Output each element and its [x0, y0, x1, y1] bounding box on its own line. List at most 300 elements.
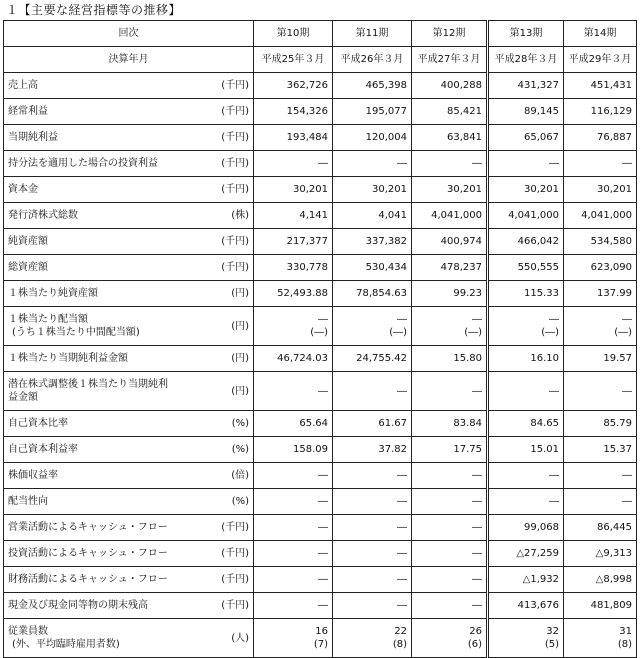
value-cell [254, 489, 333, 515]
value-main: 413,676 [517, 600, 559, 611]
table-row [4, 437, 637, 463]
date-cell: 平成28年３月 [488, 47, 564, 73]
row-unit: (%) [216, 437, 254, 463]
row-unit: (円) [216, 307, 254, 346]
row-label-line: 当期純利益 [8, 132, 58, 143]
section-heading: １【主要な経営指標等の推移】 [6, 3, 182, 17]
value-main: 4,041 [378, 210, 407, 221]
value-cell [564, 281, 637, 307]
value-main: ― [472, 496, 482, 507]
value-main: 550,555 [517, 262, 559, 273]
value-cell [564, 307, 637, 346]
row-label [4, 372, 216, 411]
value-main: 65.64 [299, 418, 328, 429]
value-cell [564, 541, 637, 567]
value-cell [412, 619, 488, 658]
value-sub: (8) [392, 639, 407, 650]
row-unit: (千円) [216, 99, 254, 125]
value-main: ― [472, 158, 482, 169]
value-cell [333, 437, 412, 463]
value-main: ― [318, 548, 328, 559]
value-main: 158.09 [293, 444, 328, 455]
row-unit: (円) [216, 281, 254, 307]
value-main: 17.75 [453, 444, 482, 455]
row-label [4, 99, 216, 125]
value-sub: (5) [544, 639, 559, 650]
value-main: ― [622, 158, 632, 169]
value-main: ― [397, 470, 407, 481]
row-unit: (%) [216, 411, 254, 437]
value-sub: (―) [614, 327, 632, 338]
value-cell [564, 73, 637, 99]
value-main: ― [397, 574, 407, 585]
value-cell [333, 593, 412, 619]
value-cell [254, 515, 333, 541]
value-main: 22 [394, 626, 407, 637]
value-cell [412, 229, 488, 255]
value-cell [564, 593, 637, 619]
row-label [4, 255, 216, 281]
row-unit: (円) [216, 346, 254, 372]
value-main: 85.79 [603, 418, 632, 429]
table-row [4, 593, 637, 619]
value-cell [254, 281, 333, 307]
value-main: 116,129 [590, 106, 632, 117]
value-cell [333, 619, 412, 658]
value-cell [333, 346, 412, 372]
value-cell [488, 489, 564, 515]
value-main: 4,041,000 [581, 210, 632, 221]
value-cell [564, 619, 637, 658]
value-sub: (―) [389, 327, 407, 338]
value-sub: (―) [310, 327, 328, 338]
value-main: 86,445 [597, 522, 632, 533]
row-label [4, 463, 216, 489]
value-cell [488, 151, 564, 177]
value-cell [412, 203, 488, 229]
value-cell [488, 229, 564, 255]
row-label [4, 567, 216, 593]
value-main: ― [549, 470, 559, 481]
date-cell: 平成27年３月 [412, 47, 488, 73]
row-label-line: 純資産額 [8, 236, 48, 247]
value-main: ― [472, 574, 482, 585]
value-cell [254, 151, 333, 177]
nengetsu-label: 決算年月 [4, 47, 254, 73]
row-label-line: 潜在株式調整後１株当たり当期純利 [8, 379, 168, 390]
value-cell [412, 346, 488, 372]
value-cell [488, 307, 564, 346]
table-row [4, 463, 637, 489]
row-unit: (千円) [216, 229, 254, 255]
value-cell [333, 411, 412, 437]
value-main: ― [472, 470, 482, 481]
value-main: 46,724.03 [277, 353, 328, 364]
value-cell [412, 515, 488, 541]
value-cell [564, 489, 637, 515]
table-row [4, 567, 637, 593]
value-main: ― [622, 496, 632, 507]
value-main: ― [318, 470, 328, 481]
value-main: 83.84 [453, 418, 482, 429]
value-cell [333, 307, 412, 346]
row-unit: (千円) [216, 255, 254, 281]
table-row [4, 281, 637, 307]
table-row [4, 411, 637, 437]
value-cell [488, 411, 564, 437]
row-label [4, 125, 216, 151]
row-unit: (千円) [216, 541, 254, 567]
row-unit: (%) [216, 489, 254, 515]
value-main: 154,326 [286, 106, 328, 117]
value-cell [564, 463, 637, 489]
row-label-line: 自己資本利益率 [8, 444, 78, 455]
value-cell [412, 151, 488, 177]
value-main: ― [622, 470, 632, 481]
value-cell [412, 99, 488, 125]
value-cell [564, 437, 637, 463]
value-cell [254, 99, 333, 125]
value-cell [254, 411, 333, 437]
value-main: 16 [315, 626, 328, 637]
value-main: 15.80 [453, 353, 482, 364]
value-cell [412, 463, 488, 489]
value-cell [488, 73, 564, 99]
row-label-line: (うち１株当たり中間配当額) [12, 327, 140, 338]
value-cell [254, 541, 333, 567]
period-cell: 第11期 [333, 21, 412, 47]
value-cell [333, 281, 412, 307]
value-cell [333, 99, 412, 125]
value-main: 481,809 [590, 600, 632, 611]
table-row [4, 307, 637, 346]
value-main: 534,580 [590, 236, 632, 247]
row-label [4, 411, 216, 437]
value-cell [333, 73, 412, 99]
row-label-line: 益金額 [8, 392, 38, 403]
value-main: 61.67 [378, 418, 407, 429]
period-cell: 第10期 [254, 21, 333, 47]
value-cell [254, 437, 333, 463]
value-main: 85,421 [447, 106, 482, 117]
row-label [4, 229, 216, 255]
value-main: 478,237 [440, 262, 482, 273]
value-cell [254, 73, 333, 99]
value-cell [564, 567, 637, 593]
row-label [4, 515, 216, 541]
value-sub: (8) [617, 639, 632, 650]
value-main: ― [472, 548, 482, 559]
value-cell [412, 567, 488, 593]
value-main: 89,145 [524, 106, 559, 117]
value-cell [412, 177, 488, 203]
value-main: 30,201 [372, 184, 407, 195]
value-main: △27,259 [516, 548, 559, 559]
table-row [4, 177, 637, 203]
value-main: 4,041,000 [431, 210, 482, 221]
value-cell [564, 346, 637, 372]
row-label-line: 財務活動によるキャッシュ・フロー [8, 574, 168, 585]
row-unit: (千円) [216, 177, 254, 203]
value-main: 24,755.42 [356, 353, 407, 364]
value-main: 31 [619, 626, 632, 637]
row-label [4, 281, 216, 307]
header-row-kaiji [4, 21, 637, 47]
value-cell [333, 177, 412, 203]
period-cell: 第14期 [564, 21, 637, 47]
value-main: ― [397, 314, 407, 325]
value-main: 400,974 [440, 236, 482, 247]
value-main: 362,726 [286, 80, 328, 91]
row-unit: (千円) [216, 515, 254, 541]
row-label-line: (外、平均臨時雇用者数) [12, 639, 120, 650]
row-label [4, 307, 216, 346]
value-main: 30,201 [293, 184, 328, 195]
value-cell [333, 489, 412, 515]
value-cell [564, 203, 637, 229]
value-main: 76,887 [597, 132, 632, 143]
value-main: 195,077 [365, 106, 407, 117]
value-main: 530,434 [365, 262, 407, 273]
table-row [4, 346, 637, 372]
value-main: 330,778 [286, 262, 328, 273]
value-main: ― [397, 385, 407, 397]
row-label-line: 自己資本比率 [8, 418, 68, 429]
value-cell [488, 203, 564, 229]
value-cell [488, 567, 564, 593]
value-main: ― [318, 522, 328, 533]
value-main: 4,041,000 [508, 210, 559, 221]
value-main: △8,998 [595, 574, 632, 585]
row-label-line: 経常利益 [8, 106, 48, 117]
value-cell [412, 255, 488, 281]
value-main: ― [549, 158, 559, 169]
row-label [4, 151, 216, 177]
value-cell [412, 593, 488, 619]
value-main: △1,932 [522, 574, 559, 585]
value-cell [564, 177, 637, 203]
value-cell [488, 515, 564, 541]
value-cell [254, 346, 333, 372]
value-cell [254, 463, 333, 489]
value-sub: (7) [313, 639, 328, 650]
row-unit: (株) [216, 203, 254, 229]
table-row [4, 619, 637, 658]
value-main: △9,313 [595, 548, 632, 559]
value-cell [254, 203, 333, 229]
value-main: ― [397, 600, 407, 611]
date-cell: 平成26年３月 [333, 47, 412, 73]
period-cell: 第12期 [412, 21, 488, 47]
row-label-line: 従業員数 [8, 626, 48, 637]
value-sub: (―) [464, 327, 482, 338]
value-cell [333, 151, 412, 177]
value-main: 115.33 [524, 288, 559, 299]
period-cell: 第13期 [488, 21, 564, 47]
table-row [4, 372, 637, 411]
table-row [4, 229, 637, 255]
value-main: 26 [469, 626, 482, 637]
value-cell [564, 125, 637, 151]
row-unit: (千円) [216, 151, 254, 177]
row-unit: (人) [216, 619, 254, 658]
value-cell [333, 255, 412, 281]
value-main: ― [318, 600, 328, 611]
row-label-line: 投資活動によるキャッシュ・フロー [8, 548, 168, 559]
value-main: 466,042 [517, 236, 559, 247]
value-main: ― [318, 574, 328, 585]
value-cell [333, 229, 412, 255]
row-label [4, 593, 216, 619]
value-main: ― [472, 385, 482, 397]
value-main: 30,201 [524, 184, 559, 195]
value-main: 120,004 [365, 132, 407, 143]
value-main: ― [472, 314, 482, 325]
row-label-line: 資本金 [8, 184, 38, 195]
value-cell [488, 593, 564, 619]
value-main: 465,398 [365, 80, 407, 91]
value-main: ― [318, 385, 328, 397]
value-cell [488, 281, 564, 307]
value-cell [333, 515, 412, 541]
row-unit: (千円) [216, 73, 254, 99]
value-main: 15.01 [530, 444, 559, 455]
row-label [4, 619, 216, 658]
value-cell [333, 125, 412, 151]
row-unit: (千円) [216, 593, 254, 619]
table-row [4, 151, 637, 177]
value-main: 15.37 [603, 444, 632, 455]
value-main: 99.23 [453, 288, 482, 299]
value-main: ― [549, 385, 559, 397]
value-main: 30,201 [597, 184, 632, 195]
value-cell [564, 255, 637, 281]
row-label [4, 346, 216, 372]
value-cell [488, 255, 564, 281]
value-cell [564, 99, 637, 125]
value-cell [488, 125, 564, 151]
row-label-line: 株価収益率 [8, 470, 58, 481]
value-main: 193,484 [286, 132, 328, 143]
value-cell [488, 619, 564, 658]
row-label-line: 売上高 [8, 80, 38, 91]
value-main: ― [318, 314, 328, 325]
value-main: 99,068 [524, 522, 559, 533]
value-main: 451,431 [590, 80, 632, 91]
row-unit: (千円) [216, 567, 254, 593]
row-unit: (円) [216, 372, 254, 411]
row-label [4, 177, 216, 203]
value-cell [333, 203, 412, 229]
value-cell [333, 463, 412, 489]
value-main: ― [397, 522, 407, 533]
value-sub: (―) [541, 327, 559, 338]
value-cell [254, 255, 333, 281]
row-label-line: １株当たり配当額 [8, 314, 88, 325]
table-row [4, 515, 637, 541]
date-cell: 平成25年３月 [254, 47, 333, 73]
row-label-line: 営業活動によるキャッシュ・フロー [8, 522, 168, 533]
value-cell [488, 437, 564, 463]
value-cell [333, 541, 412, 567]
value-main: ― [397, 158, 407, 169]
value-cell [564, 229, 637, 255]
value-main: 19.57 [603, 353, 632, 364]
value-main: 337,382 [365, 236, 407, 247]
value-main: 623,090 [590, 262, 632, 273]
value-cell [564, 151, 637, 177]
value-cell [412, 437, 488, 463]
value-cell [412, 411, 488, 437]
row-label-line: １株当たり純資産額 [8, 288, 98, 299]
table-row [4, 73, 637, 99]
value-main: ― [622, 385, 632, 397]
value-main: 4,141 [299, 210, 328, 221]
row-label-line: 配当性向 [8, 496, 48, 507]
value-cell [412, 125, 488, 151]
table-row [4, 203, 637, 229]
value-cell [412, 489, 488, 515]
value-main: ― [397, 548, 407, 559]
row-label-line: 持分法を適用した場合の投資利益 [8, 158, 158, 169]
value-cell [254, 125, 333, 151]
value-main: ― [472, 522, 482, 533]
value-main: 137.99 [597, 288, 632, 299]
value-cell [488, 177, 564, 203]
value-main: 84.65 [530, 418, 559, 429]
row-unit: (千円) [216, 125, 254, 151]
value-cell [488, 99, 564, 125]
value-sub: (6) [467, 639, 482, 650]
value-cell [412, 541, 488, 567]
value-cell [333, 372, 412, 411]
row-label-line: 現金及び現金同等物の期末残高 [8, 600, 148, 611]
value-main: 217,377 [286, 236, 328, 247]
row-label [4, 203, 216, 229]
value-main: 400,288 [440, 80, 482, 91]
value-cell [564, 411, 637, 437]
value-cell [333, 567, 412, 593]
value-main: ― [472, 600, 482, 611]
value-main: 63,841 [447, 132, 482, 143]
table-row [4, 489, 637, 515]
date-cell: 平成29年３月 [564, 47, 637, 73]
row-label [4, 541, 216, 567]
value-cell [488, 463, 564, 489]
value-cell [412, 372, 488, 411]
value-main: ― [622, 314, 632, 325]
value-cell [254, 619, 333, 658]
value-main: 65,067 [524, 132, 559, 143]
value-main: 37.82 [378, 444, 407, 455]
value-main: ― [397, 496, 407, 507]
value-main: 16.10 [530, 353, 559, 364]
financial-indicators-table [3, 20, 637, 658]
table-row [4, 255, 637, 281]
value-cell [254, 307, 333, 346]
row-label [4, 437, 216, 463]
value-main: 431,327 [517, 80, 559, 91]
value-main: 30,201 [447, 184, 482, 195]
header-row-date [4, 47, 637, 73]
value-cell [254, 593, 333, 619]
row-label-line: １株当たり当期純利益金額 [8, 353, 128, 364]
row-label [4, 489, 216, 515]
row-label-line: 発行済株式総数 [8, 210, 78, 221]
value-cell [254, 567, 333, 593]
row-unit: (倍) [216, 463, 254, 489]
value-main: 78,854.63 [356, 288, 407, 299]
